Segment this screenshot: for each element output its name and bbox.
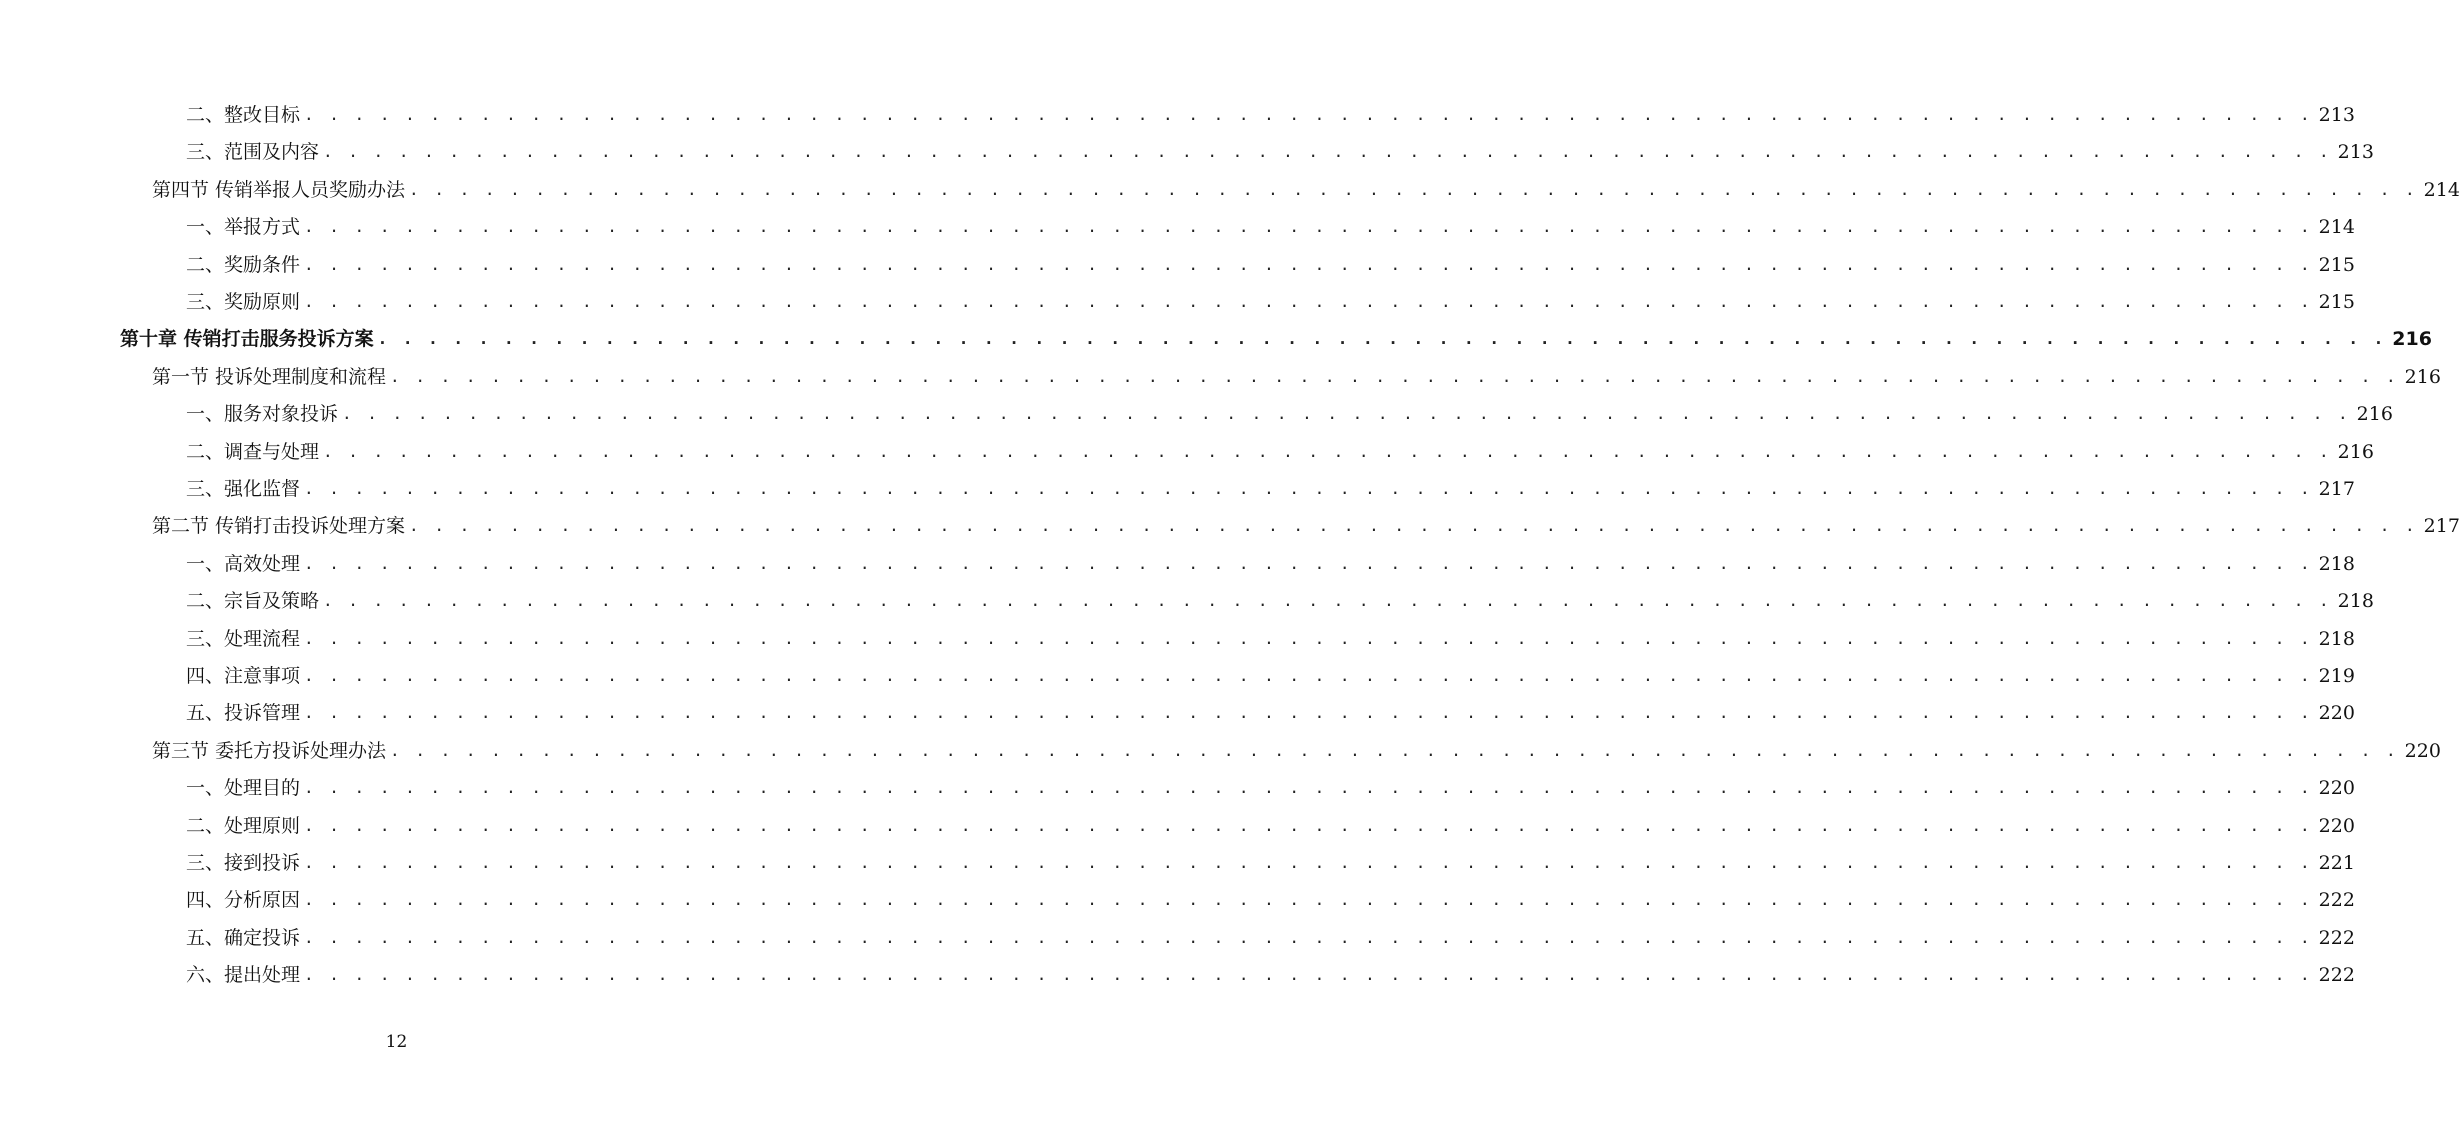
toc-entry[interactable] bbox=[186, 287, 2355, 317]
toc-entry[interactable] bbox=[186, 399, 2393, 429]
toc-leader-dots: . . . . . . . . . . . . . . . . . . . . . . . . . . . . . . . . . . . . . . . . . . . . . . . . . . . . . . . . . . . . . . . . . . . . . . . . . . . . . . . . bbox=[409, 516, 2418, 536]
toc-entry-page: 217 bbox=[2423, 515, 2460, 538]
toc-entry-page: 216 bbox=[2356, 403, 2393, 426]
toc-entry[interactable] bbox=[186, 474, 2355, 504]
toc-leader-dots: . . . . . . . . . . . . . . . . . . . . . . . . . . . . . . . . . . . . . . . . . . . . . . . . . . . . . . . . . . . . . . . . . . . . . . . . . . . . . . . . bbox=[304, 853, 2313, 872]
toc-leader-dots: . . . . . . . . . . . . . . . . . . . . . . . . . . . . . . . . . . . . . . . . . . . . . . . . . . . . . . . . . . . . . . . . . . . . . . . . . . . . . . . . bbox=[304, 815, 2313, 835]
toc-entry-page: 222 bbox=[2318, 889, 2355, 912]
toc-entry[interactable] bbox=[152, 511, 2460, 541]
toc-leader-dots: . . . . . . . . . . . . . . . . . . . . . . . . . . . . . . . . . . . . . . . . . . . . . . . . . . . . . . . . . . . . . . . . . . . . . . . . . . . . . . . . bbox=[304, 965, 2313, 985]
toc-entry[interactable] bbox=[186, 212, 2355, 242]
toc-entry-page: 220 bbox=[2318, 814, 2355, 837]
toc-entry-page: 215 bbox=[2318, 291, 2355, 313]
toc-entry-page: 213 bbox=[2318, 104, 2355, 126]
toc-entry-page: 219 bbox=[2318, 665, 2355, 687]
toc-leader-dots: . . . . . . . . . . . . . . . . . . . . . . . . . . . . . . . . . . . . . . . . . . . . . . . . . . . . . . . . . . . . . . . . . . . . . . . . . . . . . . . . bbox=[377, 329, 2387, 349]
toc-entry-title: 第一节 投诉处理制度和流程 bbox=[152, 365, 387, 388]
toc-entry-title: 第四节 传销举报人员奖励办法 bbox=[152, 178, 406, 201]
toc-entry-title: 二、宗旨及策略 bbox=[186, 590, 320, 613]
toc-leader-dots: . . . . . . . . . . . . . . . . . . . . . . . . . . . . . . . . . . . . . . . . . . . . . . . . . . . . . . . . . . . . . . . . . . . . . . . . . . . . . . . . bbox=[304, 703, 2313, 723]
toc-entry-page: 216 bbox=[2392, 328, 2432, 351]
toc-entry-page: 222 bbox=[2318, 964, 2355, 987]
toc-entry[interactable] bbox=[186, 250, 2355, 280]
toc-entry-title: 三、接到投诉 bbox=[186, 852, 301, 874]
page-number: 12 bbox=[385, 1032, 408, 1052]
toc-entry-page: 220 bbox=[2318, 702, 2355, 725]
toc-leader-dots: . . . . . . . . . . . . . . . . . . . . . . . . . . . . . . . . . . . . . . . . . . . . . . . . . . . . . . . . . . . . . . . . . . . . . . . . . . . . . . . . bbox=[304, 628, 2313, 648]
toc-entry-title: 一、处理目的 bbox=[186, 777, 301, 800]
toc-entry-title: 四、分析原因 bbox=[186, 889, 301, 912]
toc-entry[interactable] bbox=[186, 698, 2355, 728]
toc-leader-dots: . . . . . . . . . . . . . . . . . . . . . . . . . . . . . . . . . . . . . . . . . . . . . . . . . . . . . . . . . . . . . . . . . . . . . . . . . . . . . . . . bbox=[304, 479, 2313, 498]
toc-entry-title: 三、奖励原则 bbox=[186, 291, 301, 313]
toc-entry-page: 218 bbox=[2318, 627, 2355, 650]
toc-entry-title: 四、注意事项 bbox=[186, 665, 301, 687]
toc-entry[interactable] bbox=[186, 773, 2355, 803]
toc-entry-title: 二、奖励条件 bbox=[186, 253, 301, 276]
toc-entry-page: 215 bbox=[2318, 253, 2355, 276]
toc-entry[interactable] bbox=[186, 137, 2374, 167]
toc-leader-dots: . . . . . . . . . . . . . . . . . . . . . . . . . . . . . . . . . . . . . . . . . . . . . . . . . . . . . . . . . . . . . . . . . . . . . . . . . . . . . . . . bbox=[304, 890, 2313, 910]
toc-entry[interactable] bbox=[186, 100, 2355, 130]
toc-entry[interactable] bbox=[186, 885, 2355, 915]
toc-entry-page: 221 bbox=[2318, 852, 2355, 874]
toc-entry[interactable] bbox=[186, 549, 2355, 579]
toc-entry[interactable] bbox=[186, 586, 2374, 616]
toc-leader-dots: . . . . . . . . . . . . . . . . . . . . . . . . . . . . . . . . . . . . . . . . . . . . . . . . . . . . . . . . . . . . . . . . . . . . . . . . . . . . . . . . bbox=[342, 404, 2351, 424]
toc-entry-title: 六、提出处理 bbox=[186, 964, 301, 987]
toc-leader-dots: . . . . . . . . . . . . . . . . . . . . . . . . . . . . . . . . . . . . . . . . . . . . . . . . . . . . . . . . . . . . . . . . . . . . . . . . . . . . . . . . bbox=[323, 142, 2332, 162]
toc-entry-title: 二、处理原则 bbox=[186, 814, 301, 837]
toc-entry-title: 五、投诉管理 bbox=[186, 702, 301, 725]
toc-entry-title: 一、举报方式 bbox=[186, 216, 301, 239]
toc-leader-dots: . . . . . . . . . . . . . . . . . . . . . . . . . . . . . . . . . . . . . . . . . . . . . . . . . . . . . . . . . . . . . . . . . . . . . . . . . . . . . . . . bbox=[323, 441, 2332, 461]
toc-entry-page: 217 bbox=[2318, 478, 2355, 500]
toc-entry-page: 220 bbox=[2404, 739, 2441, 762]
toc-entry[interactable] bbox=[152, 362, 2441, 392]
toc-entry-title: 第二节 传销打击投诉处理方案 bbox=[152, 515, 406, 538]
toc-entry-title: 二、整改目标 bbox=[186, 104, 301, 126]
toc-entry-page: 213 bbox=[2337, 141, 2374, 164]
toc-leader-dots: . . . . . . . . . . . . . . . . . . . . . . . . . . . . . . . . . . . . . . . . . . . . . . . . . . . . . . . . . . . . . . . . . . . . . . . . . . . . . . . . bbox=[304, 254, 2313, 274]
toc-entry[interactable] bbox=[120, 324, 2432, 354]
toc-leader-dots: . . . . . . . . . . . . . . . . . . . . . . . . . . . . . . . . . . . . . . . . . . . . . . . . . . . . . . . . . . . . . . . . . . . . . . . . . . . . . . . . bbox=[304, 666, 2313, 685]
toc-leader-dots: . . . . . . . . . . . . . . . . . . . . . . . . . . . . . . . . . . . . . . . . . . . . . . . . . . . . . . . . . . . . . . . . . . . . . . . . . . . . . . . . bbox=[323, 591, 2332, 611]
toc-leader-dots: . . . . . . . . . . . . . . . . . . . . . . . . . . . . . . . . . . . . . . . . . . . . . . . . . . . . . . . . . . . . . . . . . . . . . . . . . . . . . . . . bbox=[304, 217, 2313, 237]
toc-leader-dots: . . . . . . . . . . . . . . . . . . . . . . . . . . . . . . . . . . . . . . . . . . . . . . . . . . . . . . . . . . . . . . . . . . . . . . . . . . . . . . . . bbox=[409, 179, 2418, 199]
toc-entry-title: 二、调查与处理 bbox=[186, 440, 320, 463]
toc-entry[interactable] bbox=[152, 736, 2441, 766]
toc-entry-page: 222 bbox=[2318, 926, 2355, 949]
toc-entry[interactable] bbox=[186, 624, 2355, 654]
toc-entry[interactable] bbox=[152, 175, 2460, 205]
toc-entry-title: 三、处理流程 bbox=[186, 627, 301, 650]
toc-entry[interactable] bbox=[186, 960, 2355, 990]
toc-entry-page: 216 bbox=[2404, 365, 2441, 388]
toc-entry-page: 214 bbox=[2318, 216, 2355, 239]
toc-entry[interactable] bbox=[186, 923, 2355, 953]
toc-entry-page: 220 bbox=[2318, 777, 2355, 800]
toc-entry-page: 216 bbox=[2337, 440, 2374, 463]
toc-entry[interactable] bbox=[186, 811, 2355, 841]
toc-entry-page: 218 bbox=[2337, 590, 2374, 613]
toc-entry-title: 三、强化监督 bbox=[186, 478, 301, 500]
toc-entry-title: 一、服务对象投诉 bbox=[186, 403, 339, 426]
toc-leader-dots: . . . . . . . . . . . . . . . . . . . . . . . . . . . . . . . . . . . . . . . . . . . . . . . . . . . . . . . . . . . . . . . . . . . . . . . . . . . . . . . . bbox=[390, 740, 2399, 760]
toc-entry-title: 一、高效处理 bbox=[186, 552, 301, 575]
toc-leader-dots: . . . . . . . . . . . . . . . . . . . . . . . . . . . . . . . . . . . . . . . . . . . . . . . . . . . . . . . . . . . . . . . . . . . . . . . . . . . . . . . . bbox=[304, 292, 2313, 311]
toc-leader-dots: . . . . . . . . . . . . . . . . . . . . . . . . . . . . . . . . . . . . . . . . . . . . . . . . . . . . . . . . . . . . . . . . . . . . . . . . . . . . . . . . bbox=[304, 778, 2313, 798]
toc-leader-dots: . . . . . . . . . . . . . . . . . . . . . . . . . . . . . . . . . . . . . . . . . . . . . . . . . . . . . . . . . . . . . . . . . . . . . . . . . . . . . . . . bbox=[304, 553, 2313, 573]
toc-entry-page: 214 bbox=[2423, 178, 2460, 201]
toc-entry[interactable] bbox=[186, 661, 2355, 691]
toc-entry-title: 五、确定投诉 bbox=[186, 926, 301, 949]
toc-leader-dots: . . . . . . . . . . . . . . . . . . . . . . . . . . . . . . . . . . . . . . . . . . . . . . . . . . . . . . . . . . . . . . . . . . . . . . . . . . . . . . . . bbox=[304, 105, 2313, 124]
toc-entry[interactable] bbox=[186, 437, 2374, 467]
toc-leader-dots: . . . . . . . . . . . . . . . . . . . . . . . . . . . . . . . . . . . . . . . . . . . . . . . . . . . . . . . . . . . . . . . . . . . . . . . . . . . . . . . . bbox=[304, 927, 2313, 947]
toc-entry-title: 三、范围及内容 bbox=[186, 141, 320, 164]
toc-leader-dots: . . . . . . . . . . . . . . . . . . . . . . . . . . . . . . . . . . . . . . . . . . . . . . . . . . . . . . . . . . . . . . . . . . . . . . . . . . . . . . . . bbox=[390, 366, 2399, 386]
toc-entry-title: 第十章 传销打击服务投诉方案 bbox=[120, 328, 374, 351]
toc-entry-page: 218 bbox=[2318, 552, 2355, 575]
toc-entry[interactable] bbox=[186, 848, 2355, 878]
toc-entry-title: 第三节 委托方投诉处理办法 bbox=[152, 739, 387, 762]
